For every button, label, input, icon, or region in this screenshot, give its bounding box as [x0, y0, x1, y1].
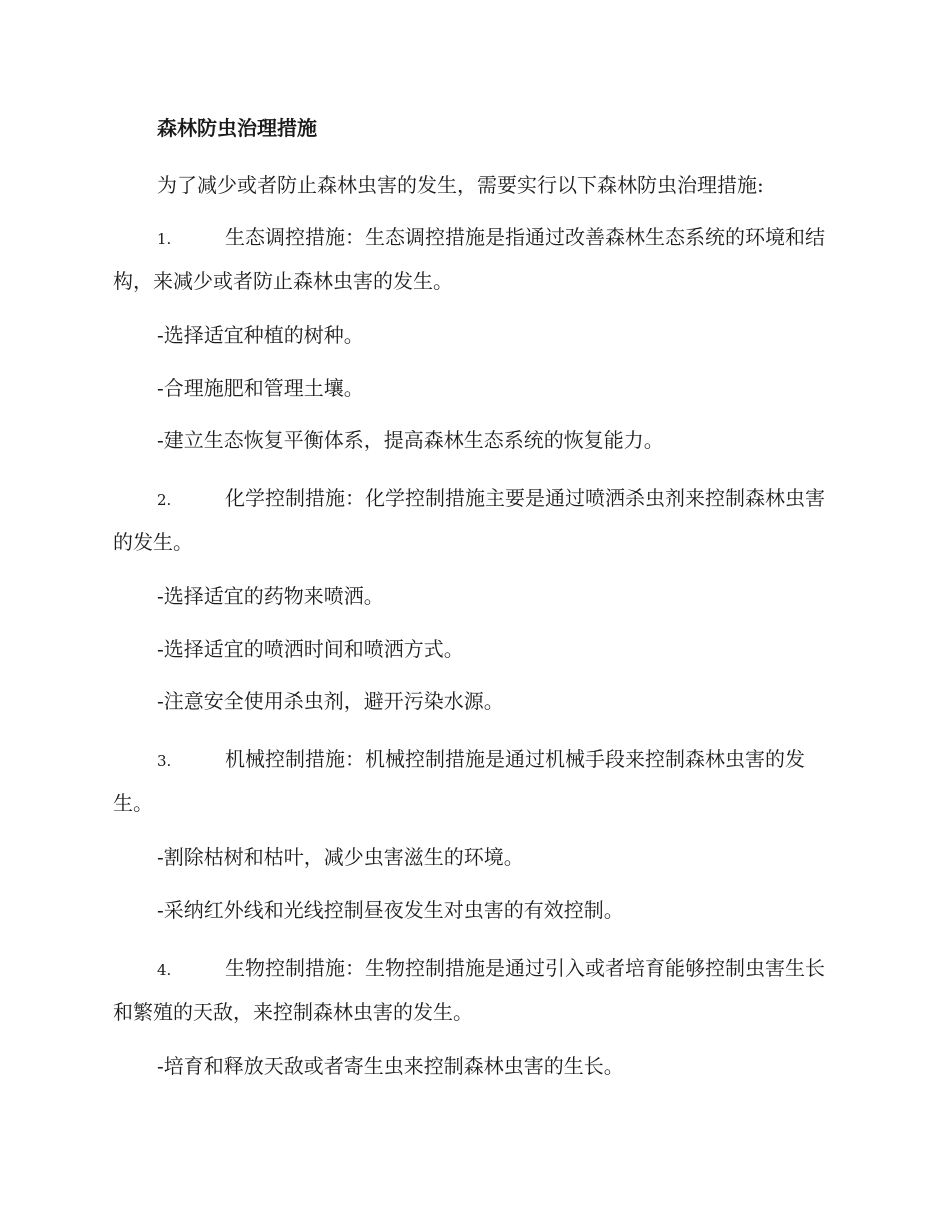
section-text: 生物控制措施：生物控制措施是通过引入或者培育能够控制虫害生长和繁殖的天敌，来控制森林虫害的发生。	[113, 956, 825, 1024]
section-1-bullet-1: -选择适宜种植的树种。	[157, 323, 364, 347]
section-text: 生态调控措施：生态调控措施是指通过改善森林生态系统的环境和结构，来减少或者防止森林虫害的发生。	[113, 225, 825, 293]
section-number: 1.	[157, 230, 172, 248]
section-text: 机械控制措施：机械控制措施是通过机械手段来控制森林虫害的发生。	[113, 747, 805, 815]
section-2-bullet-2: -选择适宜的喷洒时间和喷洒方式。	[157, 637, 464, 661]
section-3	[113, 738, 838, 824]
section-3-bullet-2: -采纳红外线和光线控制昼夜发生对虫害的有效控制。	[157, 898, 624, 922]
section-2-bullet-1: -选择适宜的药物来喷洒。	[157, 584, 384, 608]
section-2	[113, 477, 838, 563]
section-3-bullet-1: -割除枯树和枯叶，减少虫害滋生的环境。	[157, 845, 524, 869]
section-text: 化学控制措施：化学控制措施主要是通过喷洒杀虫剂来控制森林虫害的发生。	[113, 486, 825, 554]
section-4	[113, 947, 838, 1033]
section-1	[113, 216, 838, 302]
section-1-bullet-3: -建立生态恢复平衡体系，提高森林生态系统的恢复能力。	[157, 428, 664, 452]
section-number: 3.	[157, 752, 172, 770]
section-2-bullet-3: -注意安全使用杀虫剂，避开污染水源。	[157, 689, 504, 713]
intro-paragraph: 为了减少或者防止森林虫害的发生，需要实行以下森林防虫治理措施:	[157, 173, 764, 197]
section-1-bullet-2: -合理施肥和管理土壤。	[157, 376, 364, 400]
section-number: 4.	[157, 961, 172, 979]
section-4-bullet-1: -培育和释放天敌或者寄生虫来控制森林虫害的生长。	[157, 1054, 624, 1078]
section-number: 2.	[157, 491, 172, 509]
document-title: 森林防虫治理措施	[157, 116, 317, 140]
